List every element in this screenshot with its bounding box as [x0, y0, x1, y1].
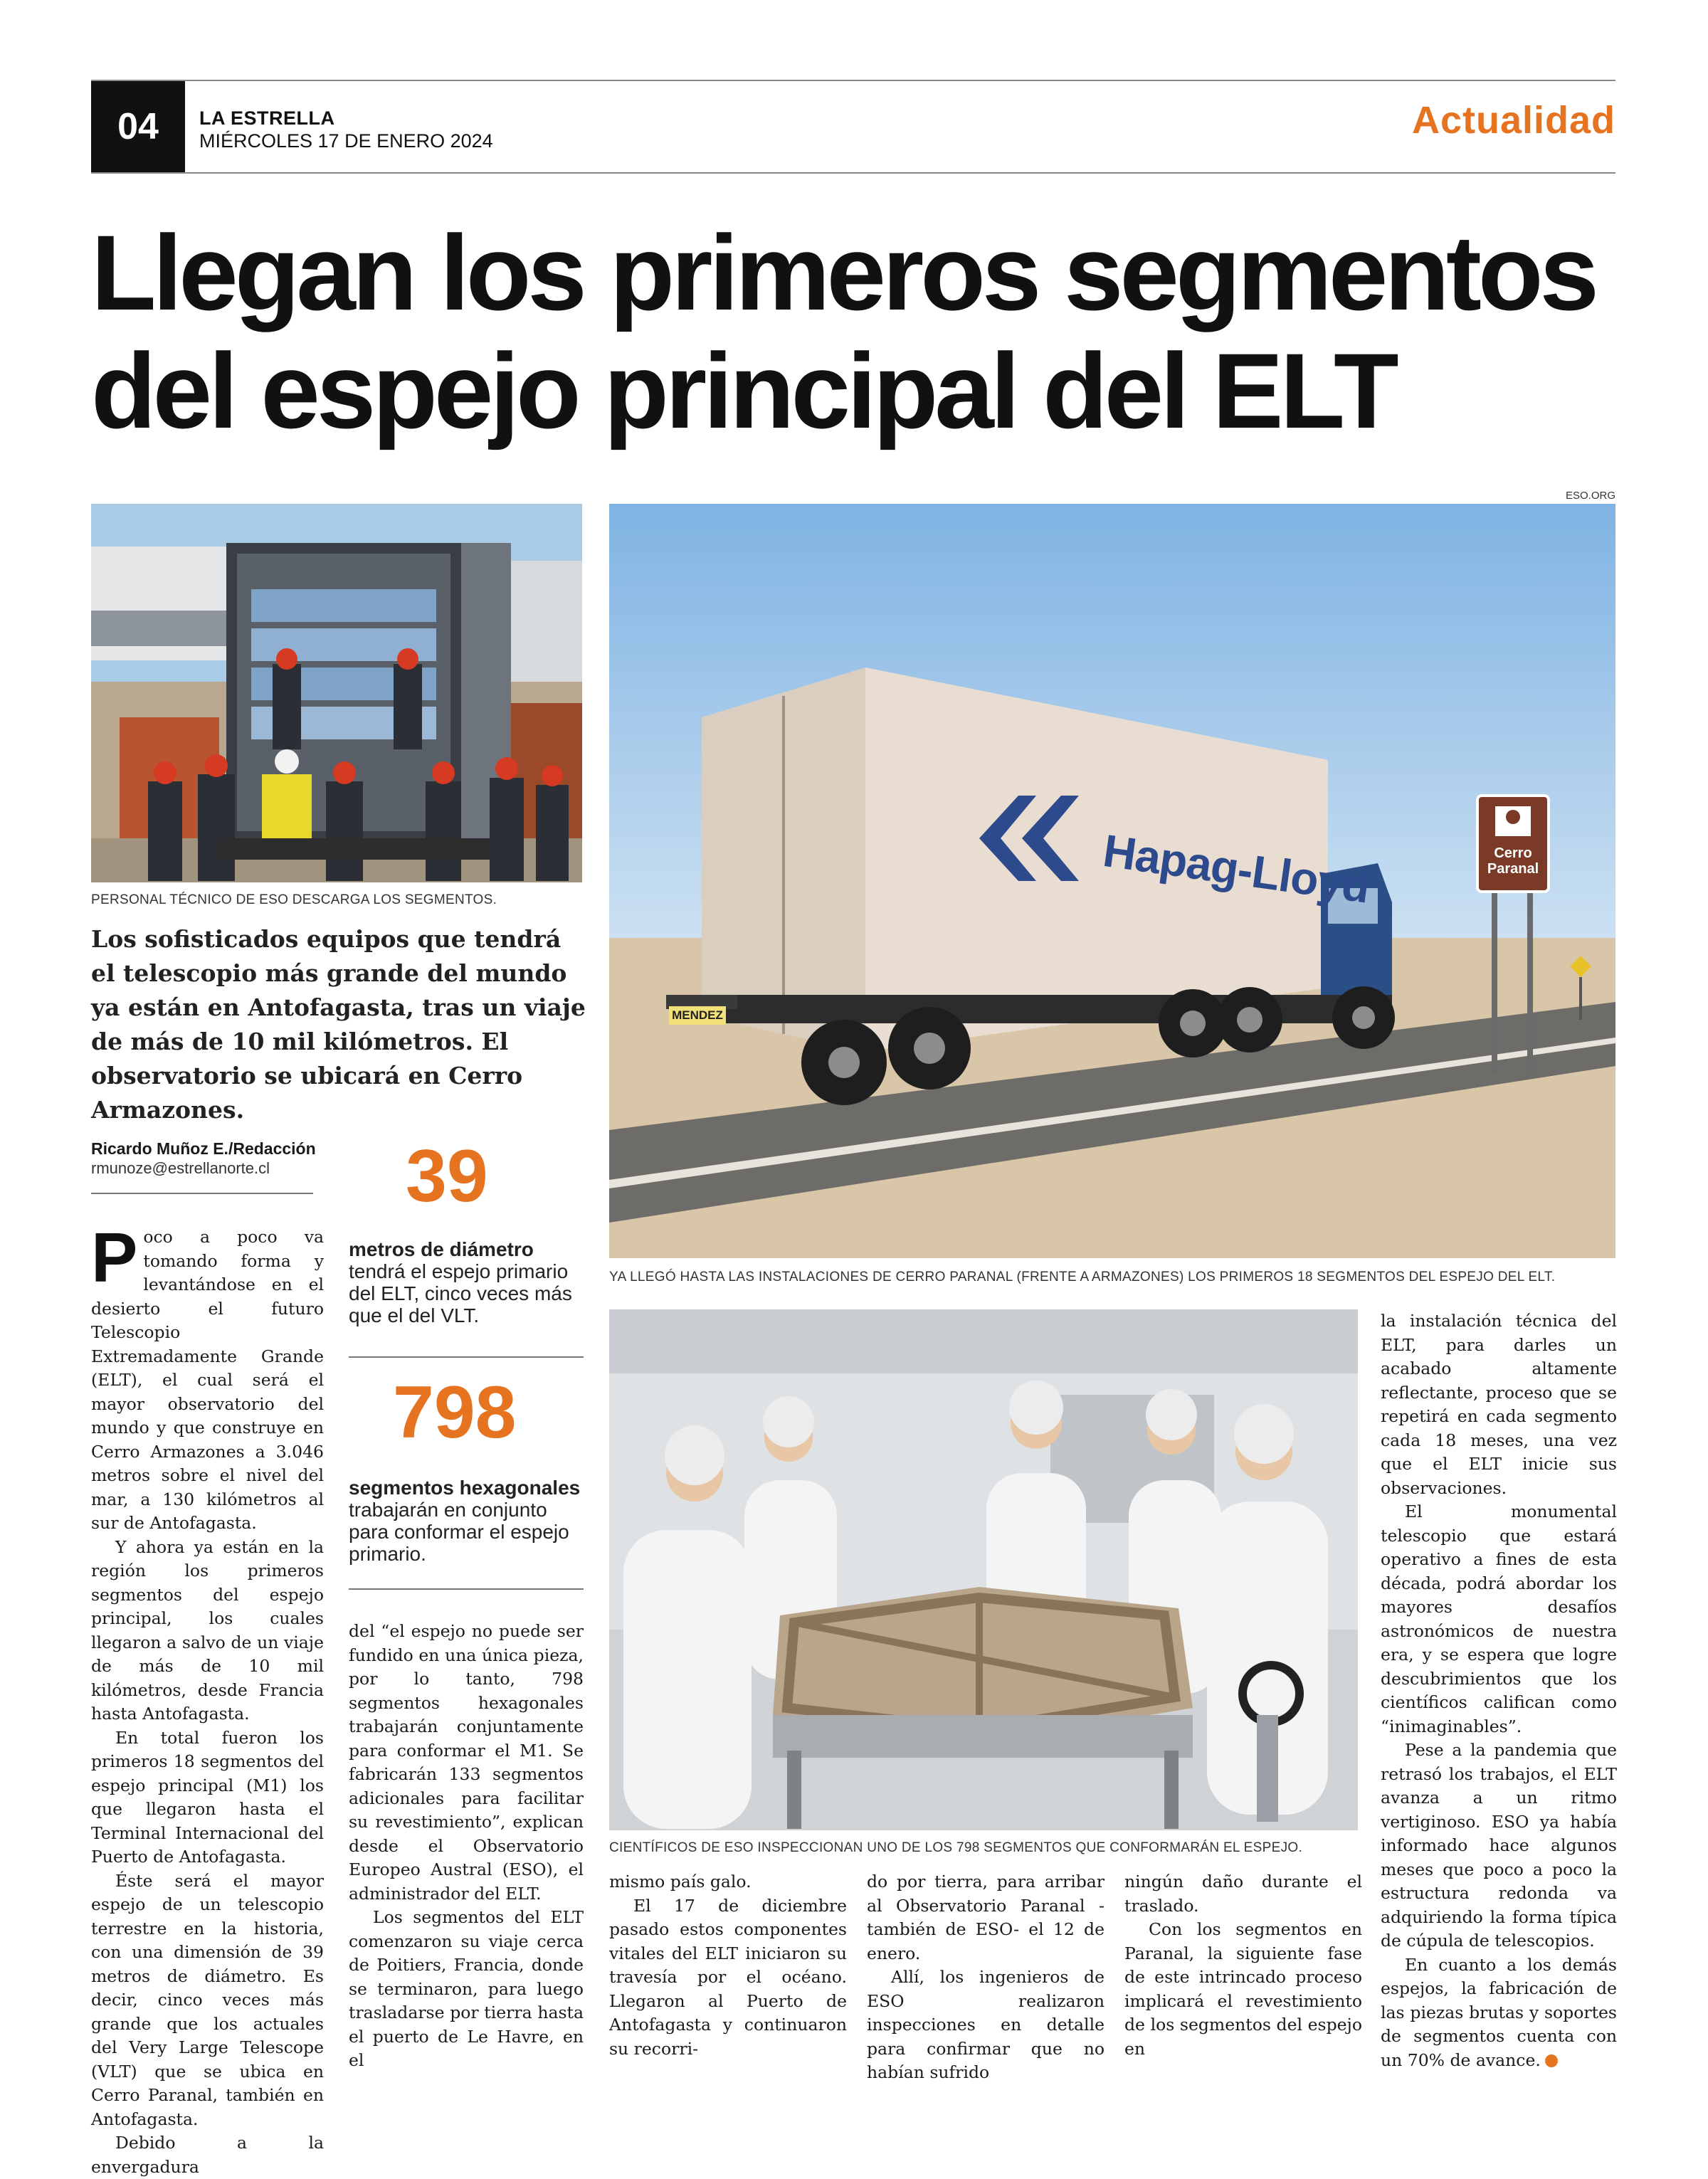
body-col2-paragraph-2: Los segmentos del ELT comenzaron su viaje cerca de Poitiers, Francia, donde se terminaron, para luego trasladarse por tierra hasta el puerto de Le Havre, en el [349, 1907, 584, 2070]
body-col6-p4-text: En cuanto a los demás espejos, la fabricación de las piezas brutas y soportes de segmentos cuenta con un 70% de avance. [1381, 1954, 1617, 2070]
headline [91, 213, 1628, 450]
unloading-photo [91, 504, 582, 882]
byline-rule [91, 1193, 313, 1194]
header-bottom-rule [91, 172, 1615, 174]
body-column-5 [1124, 1870, 1362, 2062]
stat-bold-798: segmentos hexagonales [349, 1477, 581, 1499]
stat-number-798: 798 [393, 1371, 517, 1454]
masthead [199, 107, 493, 152]
stat-text-798 [349, 1477, 584, 1565]
paper-name: LA ESTRELLA [199, 107, 335, 129]
body-col4-paragraph-2: Allí, los ingenieros de ESO realizaron inspecciones en detalle para confirmar que no habían sufrido [867, 1967, 1105, 2082]
stat-number-39: 39 [406, 1135, 488, 1218]
body-col4-paragraph-1: do por tierra, para arribar al Observatorio Paranal -también de ESO- el 12 de enero. [867, 1872, 1105, 1963]
body-col1-paragraph-2: Y ahora ya están en la región los primeros segmentos del espejo principal, los cuales llegaron a salvo de un viaje de más de 10 mil kilómetros, desde Francia hasta Antofagasta. [91, 1536, 324, 1724]
byline-author: Ricardo Muñoz E./Redacción [91, 1139, 316, 1158]
container-brand-text: Hapag-Lloyd [1100, 824, 1373, 913]
header-top-rule [91, 80, 1615, 81]
body-column-6 [1381, 1309, 1617, 2070]
stat-rest-39: tendrá el espejo primario del ELT, cinco veces más que el del VLT. [349, 1260, 572, 1326]
trailer-plate: MENDEZ [669, 1006, 726, 1025]
page-number: 04 [91, 81, 185, 172]
body-col1-paragraph-3: En total fueron los primeros 18 segmentos del espejo principal (M1) los que llegaron hasta el Terminal Internacional del Puerto de Antofagasta. [91, 1727, 324, 1867]
body-col1-paragraph-5: Debido a la envergadura [91, 2133, 324, 2177]
body-col1-paragraph-1 [91, 1218, 324, 1536]
byline [91, 1139, 319, 1178]
headline-line-1: Llegan los primeros segmentos [91, 213, 1596, 332]
article-end-icon [1545, 2054, 1558, 2067]
lab-photo [609, 1309, 1358, 1830]
section-label: Actualidad [1411, 99, 1615, 142]
body-col3-paragraph-1: mismo país galo. [609, 1872, 752, 1892]
body-column-3 [609, 1870, 847, 2062]
truck-illustration [609, 504, 1615, 1258]
stat-rest-798: trabajarán en conjunto para conformar el espejo primario. [349, 1499, 569, 1565]
truck-photo [609, 504, 1615, 1258]
body-column-4 [867, 1870, 1105, 2082]
body-col3-paragraph-2: El 17 de diciembre pasado estos componentes vitales del ELT iniciaron su travesía por el océano. Llegaron al Puerto de Antofagasta y continuaron su recorri- [609, 1895, 847, 2059]
stat-text-39 [349, 1238, 584, 1326]
body-col6-paragraph-1: la instalación técnica del ELT, para darles un acabado altamente reflectante, proceso que se repetirá en cada segmento cada 18 meses, una vez que el ELT inicie sus observaciones. [1381, 1311, 1617, 1498]
body-col5-paragraph-1: ningún daño durante el traslado. [1124, 1872, 1362, 1916]
byline-email: rmunoze@estrellanorte.cl [91, 1159, 270, 1177]
stat-bold-39: metros de diámetro [349, 1238, 534, 1260]
body-col6-paragraph-2: El monumental telescopio que estará operativo a fines de esta década, podrá abordar los mayores desafíos astronómicos de nuestra era, y se espera que logre descubrimientos que los científicos califican como “inimaginables”. [1381, 1502, 1617, 1736]
body-col1-paragraph-4: Éste será el mayor espejo de un telescopio terrestre en la historia, con una dimensión de 39 metros de diámetro. Es decir, cinco veces más grande que los actuales del Very Large Telescope (VLT) que se ubica en Cerro Paranal, también en Antofagasta. [91, 1870, 324, 2129]
body-col5-paragraph-2: Con los segmentos en Paranal, la siguiente fase de este intrincado proceso implicará el revestimiento de los segmentos del espejo en [1124, 1919, 1362, 2059]
body-col1-p1-text: oco a poco va tomando forma y levantándose en el desierto el futuro Telescopio Extremadamente Grande (ELT), el cual será el mayor observatorio del mundo y que construye en Cerro Armazones a 3.046 metros sobre el nivel del mar, a 130 kilómetros al sur de Antofagasta. [91, 1227, 324, 1533]
body-col6-paragraph-4 [1381, 1953, 1617, 2073]
road-sign [1479, 845, 1547, 877]
road-sign-line-1: Cerro [1494, 845, 1532, 861]
photo-credit: ESO.ORG [1565, 490, 1615, 502]
lead-paragraph: Los sofisticados equipos que tendrá el telescopio más grande del mundo ya están en Antofagasta, tras un viaje de más de 10 mil kilómetros. El observatorio se ubicará en Cerro Armazones. [91, 925, 586, 1124]
headline-line-2: del espejo principal del ELT [91, 331, 1396, 450]
unloading-photo-caption: PERSONAL TÉCNICO DE ESO DESCARGA LOS SEGMENTOS. [91, 892, 497, 907]
unloading-illustration [91, 504, 582, 882]
body-column-1 [91, 1218, 324, 2177]
issue-date: MIÉRCOLES 17 DE ENERO 2024 [199, 130, 493, 152]
body-col6-paragraph-3: Pese a la pandemia que retrasó los trabajos, el ELT avanza a un ritmo vertiginoso. ESO ya había informado hace algunos meses que poco a poco la estructura redonda va adquiriendo la forma típica de cúpula de telescopios. [1381, 1740, 1617, 1951]
stat-divider [349, 1356, 584, 1358]
body-column-2 [349, 1620, 584, 2070]
body-col2-paragraph-1: del “el espejo no puede ser fundido en una única pieza, por lo tanto, 798 segmentos hexagonales trabajarán conjuntamente para conformar el M1. Se fabricarán 133 segmentos adicionales para facilitar su revestimiento”, explican desde el Observatorio Europeo Austral (ESO), el administrador del ELT. [349, 1621, 584, 1904]
road-sign-line-2: Paranal [1487, 861, 1539, 877]
truck-photo-caption: YA LLEGÓ HASTA LAS INSTALACIONES DE CERRO PARANAL (FRENTE A ARMAZONES) LOS PRIMEROS 18 SEGMENTOS DEL ESPEJO DEL ELT. [609, 1270, 1556, 1284]
stat-bottom-rule [349, 1588, 584, 1590]
dropcap: P [91, 1218, 138, 1297]
lab-photo-caption: CIENTÍFICOS DE ESO INSPECCIONAN UNO DE LOS 798 SEGMENTOS QUE CONFORMARÁN EL ESPEJO. [609, 1840, 1303, 1855]
lab-illustration [609, 1309, 1358, 1830]
